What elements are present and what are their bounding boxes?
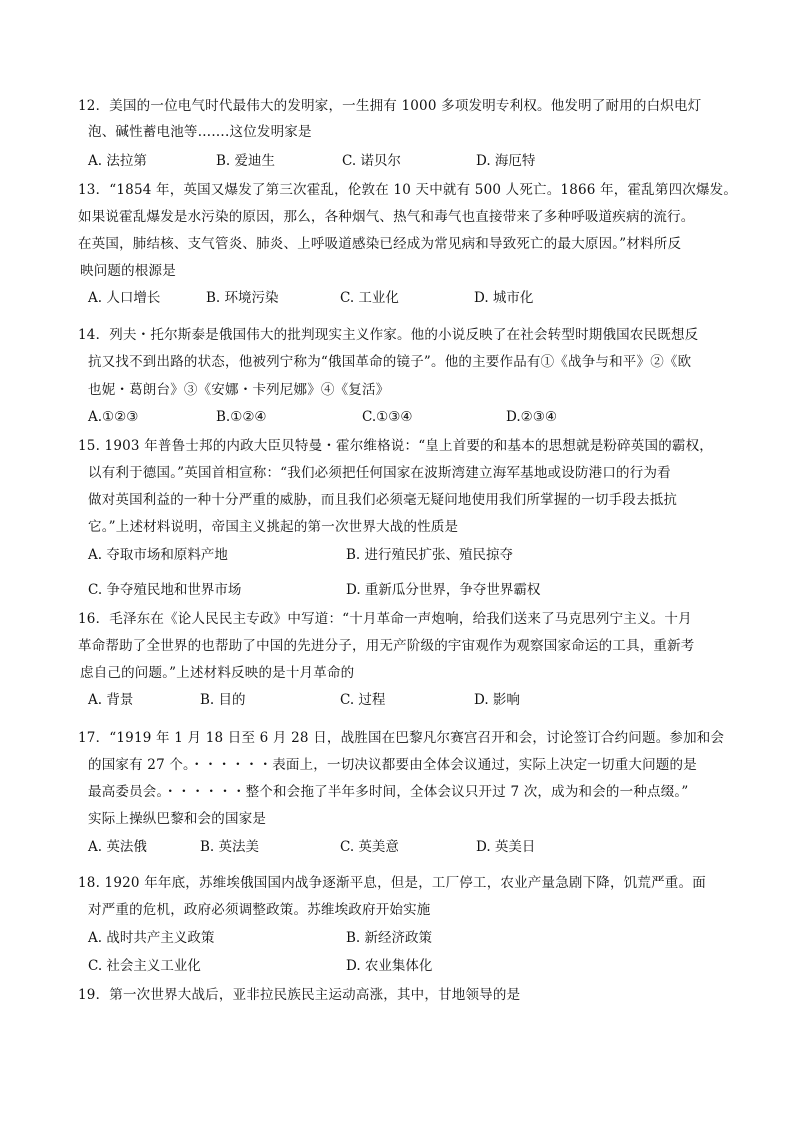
q16-option-a: A. 背景 (88, 692, 134, 708)
q17-option-b: B. 英法美 (200, 839, 260, 855)
q12-option-d: D. 海厄特 (476, 153, 536, 169)
q16-option-c: C. 过程 (340, 692, 386, 708)
q12-option-b: B. 爱迪生 (216, 153, 276, 169)
q17-line-3: 最高委员会。・・・・・・整个和会拖了半年多时间，全体会议只开过 7 次，成为和会的一种点缀。” (88, 784, 689, 800)
q12-line-2: 泡、碱性蓄电池等…….这位发明家是 (88, 124, 312, 140)
q15-option-a: A. 夺取市场和原料产地 (88, 547, 228, 563)
q18-option-a: A. 战时共产主义政策 (88, 930, 215, 946)
q13-line-3: 在英国，肺结核、支气管炎、肺炎、上呼吸道感染已经成为常见病和导致死亡的最大原因。”材料所反 (78, 236, 682, 252)
q18-option-b: B. 新经济政策 (346, 930, 433, 946)
q17-line-4: 实际上操纵巴黎和会的国家是 (88, 811, 267, 827)
q18-option-c: C. 社会主义工业化 (88, 958, 201, 974)
q13-line-2: 如果说霍乱爆发是水污染的原因，那么，各种烟气、热气和毒气也直接带来了多种呼吸道疾病的流行。 (78, 209, 695, 225)
q13-option-d: D. 城市化 (474, 290, 534, 306)
q15-line-4: 它。”上述材料说明，帝国主义挑起的第一次世界大战的性质是 (88, 519, 459, 535)
q17-option-a: A. 英法俄 (88, 839, 147, 855)
q16-line-2: 革命帮助了全世界的也帮助了中国的先进分子，用无产阶级的宇宙观作为观察国家命运的工具，重新考 (78, 638, 695, 654)
q12-option-a: A. 法拉第 (88, 153, 147, 169)
q16-option-d: D. 影响 (474, 692, 520, 708)
q13-option-c: C. 工业化 (340, 290, 399, 306)
q15-line-2: 以有利于德国。”英国首相宣称：“我们必须把任何国家在波斯湾建立海军基地或设防港口的行为看 (88, 465, 671, 481)
q14-option-d: D.②③④ (506, 409, 557, 425)
q17-option-d: D. 英美日 (476, 839, 536, 855)
q14-line-1: 14．列夫・托尔斯泰是俄国伟大的批判现实主义作家。他的小说反映了在社会转型时期俄国农民既想反 (78, 327, 699, 343)
q18-line-1: 18. 1920 年年底，苏维埃俄国国内战争逐渐平息，但是，工厂停工，农业产量急剧下降，饥荒严重。面 (78, 875, 706, 891)
q15-option-d: D. 重新瓜分世界，争夺世界霸权 (346, 582, 541, 598)
q18-line-2: 对严重的危机，政府必须调整政策。苏维埃政府开始实施 (88, 902, 431, 918)
q15-option-b: B. 进行殖民扩张、殖民掠夺 (346, 547, 514, 563)
q13-option-b: B. 环境污染 (206, 290, 279, 306)
q15-line-3: 做对英国利益的一种十分严重的威胁，而且我们必须毫无疑问地使用我们所掌握的一切手段去抵抗 (88, 492, 678, 508)
q12-option-c: C. 诺贝尔 (342, 153, 401, 169)
q15-line-1: 15. 1903 年普鲁士邦的内政大臣贝特曼・霍尔维格说：“皇上首要的和基本的思想就是粉碎英国的霸权， (78, 438, 714, 454)
q14-option-c: C.①③④ (362, 409, 413, 425)
q15-option-c: C. 争夺殖民地和世界市场 (88, 582, 242, 598)
q17-line-2: 的国家有 27 个。・・・・・・表面上，一切决议都要由全体会议通过，实际上决定一切重大问题的是 (88, 757, 697, 773)
q18-option-d: D. 农业集体化 (346, 958, 433, 974)
q12-line-1: 12．美国的一位电气时代最伟大的发明家，一生拥有 1000 多项发明专利权。他发明了耐用的白炽电灯 (78, 98, 702, 114)
q13-line-4: 映问题的根源是 (80, 263, 176, 279)
q16-line-1: 16．毛泽东在《论人民民主专政》中写道：“十月革命一声炮响，给我们送来了马克思列宁主义。十月 (78, 611, 692, 627)
q16-option-b: B. 目的 (200, 692, 246, 708)
q13-line-1: 13．“1854 年，英国又爆发了第三次霍乱，伦敦在 10 天中就有 500 人死亡。1866 年，霍乱第四次爆发。 (78, 182, 738, 198)
q13-option-a: A. 人口增长 (88, 290, 161, 306)
q14-option-b: B.①②④ (216, 409, 267, 425)
q14-line-2: 抗又找不到出路的状态，他被列宁称为“俄国革命的镜子”。他的主要作品有①《战争与和平》②《欧 (88, 354, 692, 370)
q17-line-1: 17．“1919 年 1 月 18 日至 6 月 28 日，战胜国在巴黎凡尔赛宫召开和会，讨论签订合约问题。参加和会 (78, 730, 725, 746)
q16-line-3: 虑自己的问题。”上述材料反映的是十月革命的 (80, 665, 355, 681)
q14-line-3: 也妮・葛朗台》③《安娜・卡列尼娜》④《复活》 (88, 382, 390, 398)
q19-line-1: 19．第一次世界大战后，亚非拉民族民主运动高涨，其中，甘地领导的是 (78, 987, 521, 1003)
q17-option-c: C. 英美意 (340, 839, 399, 855)
q14-option-a: A.①②③ (88, 409, 139, 425)
